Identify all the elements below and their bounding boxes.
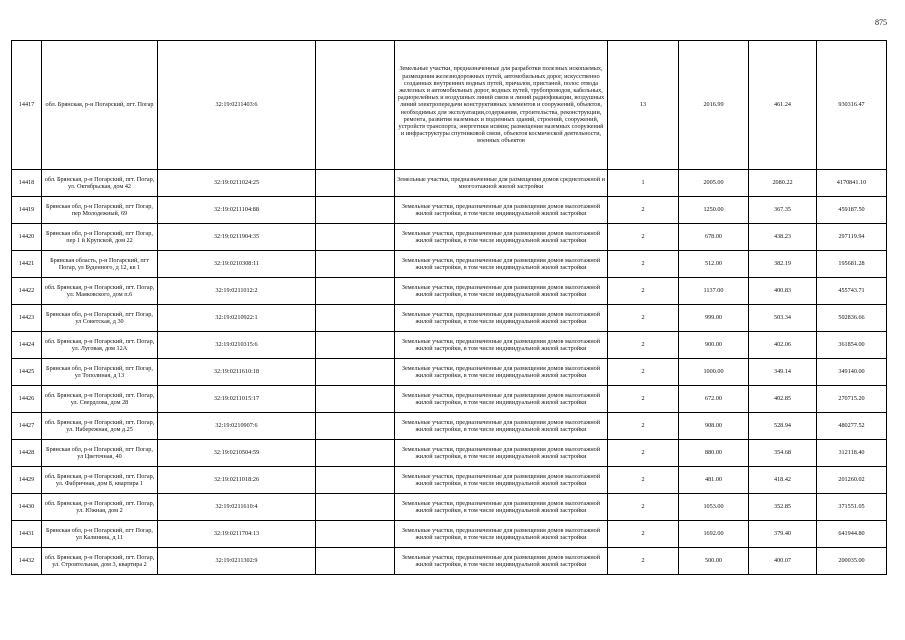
cadastral-number-cell: 32:19:0211018:26 xyxy=(158,467,316,494)
specific-value-cell: 2080.22 xyxy=(749,170,817,197)
table-row xyxy=(12,494,887,521)
row-number-cell: 14421 xyxy=(12,251,42,278)
land-use-purpose-cell: Земельные участки, предназначенные для размещения домов малоэтажной жилой застройки, в том числе индивидуальной жилой застройки xyxy=(395,197,608,224)
table-row xyxy=(12,413,887,440)
table-row xyxy=(12,251,887,278)
group-number-cell: 13 xyxy=(608,41,679,170)
row-number-cell: 14417 xyxy=(12,41,42,170)
cadastral-value-cell: 297119.94 xyxy=(817,224,887,251)
group-number-cell: 2 xyxy=(608,197,679,224)
group-number-cell: 2 xyxy=(608,494,679,521)
table-row xyxy=(12,197,887,224)
area-cell: 900.00 xyxy=(679,332,749,359)
cadastral-value-cell: 455743.71 xyxy=(817,278,887,305)
address-cell: обл. Брянская, р-н Погарский, пгт. Погар, ул. Луговая, дом 12А xyxy=(42,332,158,359)
area-cell: 880.00 xyxy=(679,440,749,467)
row-number-cell: 14424 xyxy=(12,332,42,359)
cadastral-value-cell: 200035.00 xyxy=(817,548,887,575)
blank-cell xyxy=(316,332,395,359)
blank-cell xyxy=(316,224,395,251)
cadastral-number-cell: 32:19:0211015:17 xyxy=(158,386,316,413)
land-use-purpose-cell: Земельные участки, предназначенные для размещения домов малоэтажной жилой застройки, в том числе индивидуальной жилой застройки xyxy=(395,413,608,440)
row-number-cell: 14423 xyxy=(12,305,42,332)
area-cell: 2005.00 xyxy=(679,170,749,197)
blank-cell xyxy=(316,278,395,305)
specific-value-cell: 438.23 xyxy=(749,224,817,251)
land-use-purpose-cell: Земельные участки, предназначенные для размещения домов малоэтажной жилой застройки, в том числе индивидуальной жилой застройки xyxy=(395,521,608,548)
table-row xyxy=(12,332,887,359)
cadastral-number-cell: 32:19:0211610:18 xyxy=(158,359,316,386)
area-cell: 500.00 xyxy=(679,548,749,575)
specific-value-cell: 400.83 xyxy=(749,278,817,305)
land-use-purpose-cell: Земельные участки, предназначенные для размещения домов малоэтажной жилой застройки, в том числе индивидуальной жилой застройки xyxy=(395,548,608,575)
area-cell: 1053.00 xyxy=(679,494,749,521)
cadastral-value-cell: 641944.80 xyxy=(817,521,887,548)
land-use-purpose-cell: Земельные участки, предназначенные для размещения домов малоэтажной жилой застройки, в том числе индивидуальной жилой застройки xyxy=(395,332,608,359)
blank-cell xyxy=(316,494,395,521)
land-use-purpose-cell: Земельные участки, предназначенные для размещения домов малоэтажной жилой застройки, в том числе индивидуальной жилой застройки xyxy=(395,440,608,467)
group-number-cell: 2 xyxy=(608,440,679,467)
cadastral-number-cell: 32:19:0211704:13 xyxy=(158,521,316,548)
group-number-cell: 2 xyxy=(608,251,679,278)
land-use-purpose-cell: Земельные участки, предназначенные для размещения домов малоэтажной жилой застройки, в том числе индивидуальной жилой застройки xyxy=(395,386,608,413)
group-number-cell: 2 xyxy=(608,548,679,575)
address-cell: обл. Брянская, р-н Погарский, пгт. Погар, ул. Набережная, дом д.25 xyxy=(42,413,158,440)
table-row xyxy=(12,278,887,305)
area-cell: 2016.99 xyxy=(679,41,749,170)
area-cell: 908.00 xyxy=(679,413,749,440)
cadastral-value-cell: 4170841.10 xyxy=(817,170,887,197)
specific-value-cell: 379.40 xyxy=(749,521,817,548)
cadastral-number-cell: 32:19:0210504:59 xyxy=(158,440,316,467)
specific-value-cell: 418.42 xyxy=(749,467,817,494)
area-cell: 678.00 xyxy=(679,224,749,251)
address-cell: Брянская обл, р-н Погарский, пгт Погар, ул Советская, д 30 xyxy=(42,305,158,332)
cadastral-number-cell: 32:19:0210907:6 xyxy=(158,413,316,440)
page-number: 875 xyxy=(875,18,887,27)
address-cell: обл. Брянская, р-н Погарский, пгт. Погар, ул. Октябрьская, дом 42 xyxy=(42,170,158,197)
cadastral-number-cell: 32:19:0210922:1 xyxy=(158,305,316,332)
specific-value-cell: 400.07 xyxy=(749,548,817,575)
address-cell: Брянская обл, р-н Погарский, пгт Погар, ул Калинина, д 11 xyxy=(42,521,158,548)
group-number-cell: 1 xyxy=(608,170,679,197)
row-number-cell: 14418 xyxy=(12,170,42,197)
row-number-cell: 14432 xyxy=(12,548,42,575)
cadastral-value-cell: 349140.00 xyxy=(817,359,887,386)
cadastral-number-cell: 32:19:0211610:4 xyxy=(158,494,316,521)
blank-cell xyxy=(316,521,395,548)
area-cell: 512.00 xyxy=(679,251,749,278)
address-cell: обл. Брянская, р-н Погарский, пгт. Погар, ул. Южная, дом 2 xyxy=(42,494,158,521)
blank-cell xyxy=(316,170,395,197)
cadastral-number-cell: 32:19:0210315:6 xyxy=(158,332,316,359)
specific-value-cell: 528.94 xyxy=(749,413,817,440)
group-number-cell: 2 xyxy=(608,386,679,413)
row-number-cell: 14427 xyxy=(12,413,42,440)
cadastral-value-cell: 502836.66 xyxy=(817,305,887,332)
specific-value-cell: 354.68 xyxy=(749,440,817,467)
group-number-cell: 2 xyxy=(608,332,679,359)
address-cell: Брянская обл, р-н Погарский, пгт Погар, пер Молодежный, 69 xyxy=(42,197,158,224)
group-number-cell: 2 xyxy=(608,359,679,386)
group-number-cell: 2 xyxy=(608,305,679,332)
cadastral-number-cell: 32:19:0210308:11 xyxy=(158,251,316,278)
land-use-purpose-cell: Земельные участки, предназначенные для размещения домов малоэтажной жилой застройки, в том числе индивидуальной жилой застройки xyxy=(395,305,608,332)
group-number-cell: 2 xyxy=(608,278,679,305)
blank-cell xyxy=(316,197,395,224)
row-number-cell: 14425 xyxy=(12,359,42,386)
blank-cell xyxy=(316,41,395,170)
address-cell: Брянская обл, р-н Погарский, пгт Погар, ул Тополиная, д 13 xyxy=(42,359,158,386)
table-row xyxy=(12,386,887,413)
group-number-cell: 2 xyxy=(608,521,679,548)
row-number-cell: 14431 xyxy=(12,521,42,548)
blank-cell xyxy=(316,548,395,575)
blank-cell xyxy=(316,305,395,332)
row-number-cell: 14426 xyxy=(12,386,42,413)
address-cell: обл. Брянская, р-н Погарский, пгт. Погар xyxy=(42,41,158,170)
table-body xyxy=(12,41,887,575)
blank-cell xyxy=(316,251,395,278)
row-number-cell: 14429 xyxy=(12,467,42,494)
cadastral-value-cell: 201260.02 xyxy=(817,467,887,494)
cadastral-value-cell: 270715.20 xyxy=(817,386,887,413)
table-row xyxy=(12,170,887,197)
land-use-purpose-cell: Земельные участки, предназначенные для разработки полезных ископаемых, размещения железнодорожных путей, автомобильных дорог, искусственно созданных внутренних водных путей, причалов, пристаней, полос отвода железных и автомобильных дорог, водных путей, трубопроводов, кабельных, радиорелейных и воздушных линий связи и линий радиофикации, воздушных линий электропередачи конструктивных элементов и сооружений, объектов, необходимых для эксплуатации,содержания, строительства, реконструкции, ремонта, развития наземных и подземных зданий, строений, сооружений, устройств транспорта, энергетики исвязи; размещения наземных сооружений и инфраструктуры спутниковой связи, объектов космической деятельности, военных объектов xyxy=(395,41,608,170)
blank-cell xyxy=(316,359,395,386)
specific-value-cell: 461.24 xyxy=(749,41,817,170)
group-number-cell: 2 xyxy=(608,467,679,494)
row-number-cell: 14422 xyxy=(12,278,42,305)
address-cell: обл. Брянская, р-н Погарский, пгт. Погар, ул. Свердлова, дом 28 xyxy=(42,386,158,413)
area-cell: 1692.00 xyxy=(679,521,749,548)
row-number-cell: 14428 xyxy=(12,440,42,467)
area-cell: 1137.00 xyxy=(679,278,749,305)
cadastral-value-table xyxy=(11,40,887,575)
table-row xyxy=(12,521,887,548)
cadastral-number-cell: 32:19:0211904:35 xyxy=(158,224,316,251)
table-row xyxy=(12,41,887,170)
area-cell: 1250.00 xyxy=(679,197,749,224)
address-cell: обл. Брянская, р-н Погарский, пгт. Погар, ул. Фабричная, дом 8, квартира 1 xyxy=(42,467,158,494)
address-cell: Брянская обл, р-н Погарский, пгт Погар, ул Цветочная, 40 xyxy=(42,440,158,467)
area-cell: 999.00 xyxy=(679,305,749,332)
land-use-purpose-cell: Земельные участки, предназначенные для размещения домов малоэтажной жилой застройки, в том числе индивидуальной жилой застройки xyxy=(395,494,608,521)
table-row xyxy=(12,467,887,494)
specific-value-cell: 367.35 xyxy=(749,197,817,224)
cadastral-number-cell: 32:19:0211012:2 xyxy=(158,278,316,305)
address-cell: обл. Брянская, р-н Погарский, пгт. Погар, ул. Маяковского, дом п.6 xyxy=(42,278,158,305)
cadastral-value-cell: 312118.40 xyxy=(817,440,887,467)
table-row xyxy=(12,440,887,467)
cadastral-number-cell: 32:19:0211403:6 xyxy=(158,41,316,170)
specific-value-cell: 402.85 xyxy=(749,386,817,413)
specific-value-cell: 382.19 xyxy=(749,251,817,278)
blank-cell xyxy=(316,386,395,413)
row-number-cell: 14420 xyxy=(12,224,42,251)
cadastral-number-cell: 32:19:0211024:25 xyxy=(158,170,316,197)
table-row xyxy=(12,305,887,332)
address-cell: Брянская обл, р-н Погарский, пгт Погар, пер 1 й Крупской, дом 22 xyxy=(42,224,158,251)
blank-cell xyxy=(316,440,395,467)
area-cell: 481.00 xyxy=(679,467,749,494)
land-use-purpose-cell: Земельные участки, предназначенные для размещения домов малоэтажной жилой застройки, в том числе индивидуальной жилой застройки xyxy=(395,224,608,251)
blank-cell xyxy=(316,467,395,494)
land-use-purpose-cell: Земельные участки, предназначенные для размещения домов малоэтажной жилой застройки, в том числе индивидуальной жилой застройки xyxy=(395,359,608,386)
cadastral-value-cell: 480277.52 xyxy=(817,413,887,440)
land-use-purpose-cell: Земельные участки, предназначенные для размещения домов малоэтажной жилой застройки, в том числе индивидуальной жилой застройки xyxy=(395,278,608,305)
cadastral-value-cell: 195681.28 xyxy=(817,251,887,278)
land-use-purpose-cell: Земельные участки, предназначенные для размещения домов малоэтажной жилой застройки, в том числе индивидуальной жилой застройки xyxy=(395,467,608,494)
table-row xyxy=(12,359,887,386)
land-use-purpose-cell: Земельные участки, предназначенные для размещения домов среднеэтажной и многоэтажной жилой застройки xyxy=(395,170,608,197)
table-row xyxy=(12,224,887,251)
land-use-purpose-cell: Земельные участки, предназначенные для размещения домов малоэтажной жилой застройки, в том числе индивидуальной жилой застройки xyxy=(395,251,608,278)
row-number-cell: 14419 xyxy=(12,197,42,224)
specific-value-cell: 349.14 xyxy=(749,359,817,386)
cadastral-number-cell: 32:19:0211302:9 xyxy=(158,548,316,575)
specific-value-cell: 352.85 xyxy=(749,494,817,521)
cadastral-value-cell: 459187.50 xyxy=(817,197,887,224)
blank-cell xyxy=(316,413,395,440)
cadastral-value-cell: 361854.00 xyxy=(817,332,887,359)
specific-value-cell: 503.34 xyxy=(749,305,817,332)
cadastral-number-cell: 32:19:0211104:88 xyxy=(158,197,316,224)
group-number-cell: 2 xyxy=(608,224,679,251)
cadastral-value-cell: 930316.47 xyxy=(817,41,887,170)
cadastral-value-cell: 371551.05 xyxy=(817,494,887,521)
area-cell: 672.00 xyxy=(679,386,749,413)
address-cell: Брянская область, р-н Погарский, пгт Погар, ул Буденного, д 12, кв 1 xyxy=(42,251,158,278)
row-number-cell: 14430 xyxy=(12,494,42,521)
specific-value-cell: 402.06 xyxy=(749,332,817,359)
group-number-cell: 2 xyxy=(608,413,679,440)
address-cell: обл. Брянская, р-н Погарский, пгт. Погар, ул. Строительная, дом 3, квартира 2 xyxy=(42,548,158,575)
area-cell: 1000.00 xyxy=(679,359,749,386)
table-row xyxy=(12,548,887,575)
